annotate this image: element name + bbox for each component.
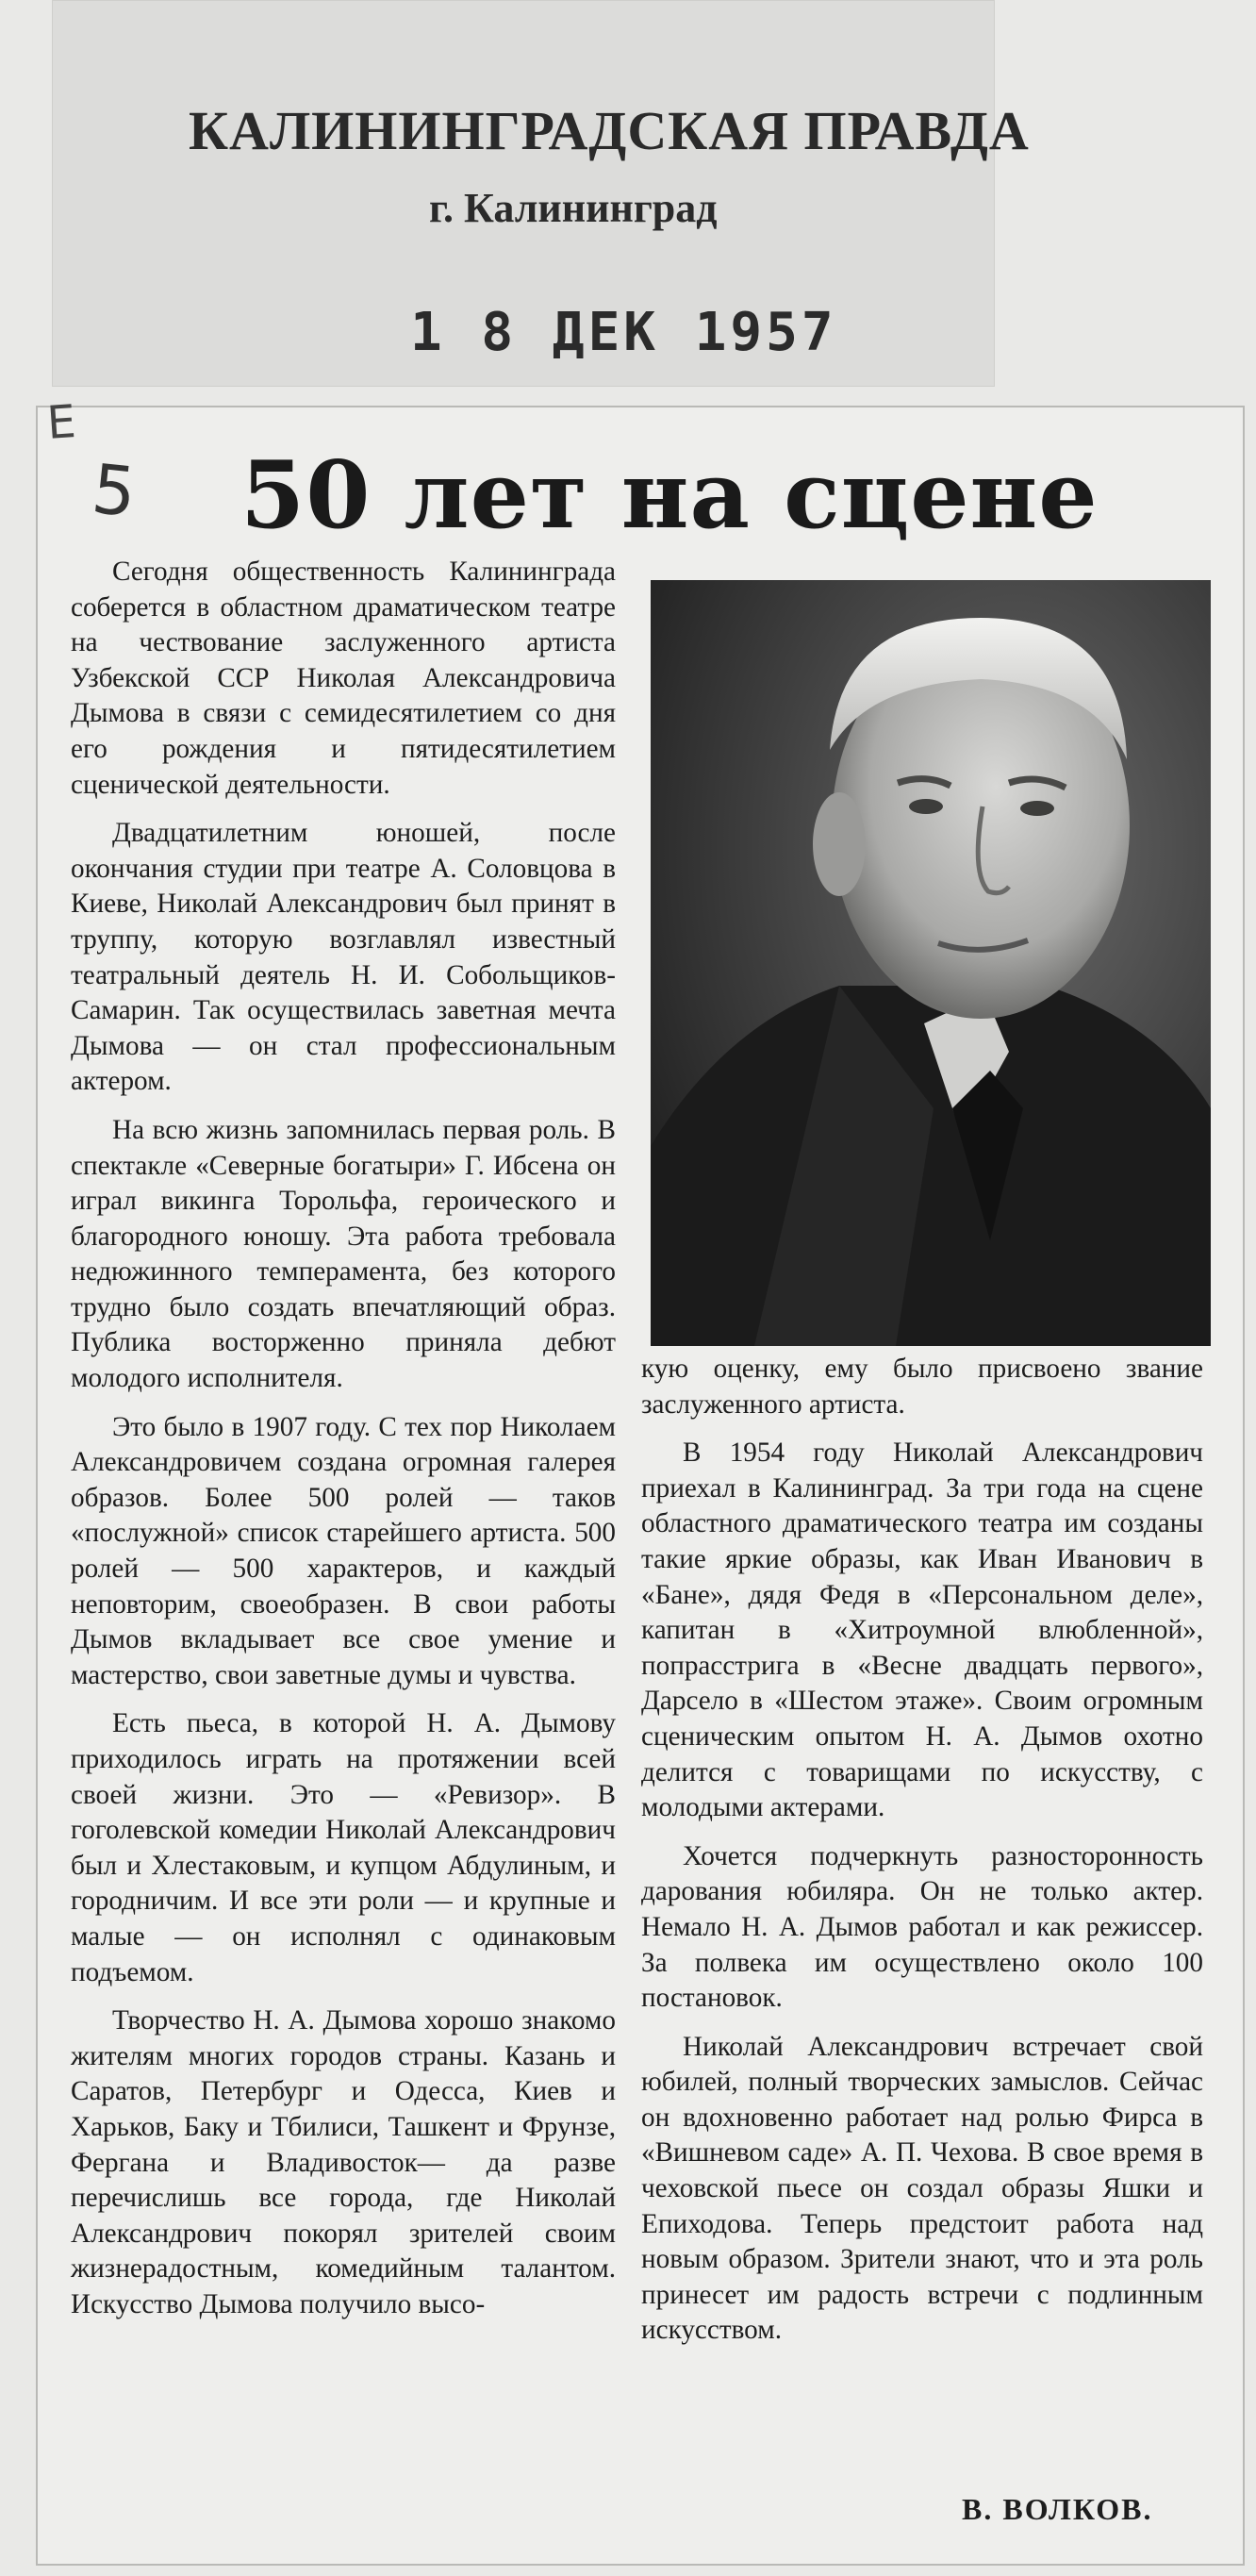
- portrait-photo: [651, 580, 1211, 1346]
- author-signature: В. ВОЛКОВ.: [962, 2492, 1153, 2526]
- paragraph: Это было в 1907 году. С тех пор Николаем Александровичем создана огромная галерея образов. Более 500 ролей — таков «послужной» список старейшего артиста. 500 ролей — 500 характеров, и каждый неповторим, своеобразен. В свои работы Дымов вкладывает все свое умение и мастерство, свои заветные думы и чувства.: [71, 1411, 616, 1690]
- paragraph: Есть пьеса, в которой Н. А. Дымову приходилось играть на протяжении всей своей жизни. Это — «Ревизор». В гоголевской комедии Николай Александрович был и Хлестаковым, и купцом Абдулиным, и городничим. И все эти роли — и крупные и малые — он исполнял с одинаковым подъемом.: [71, 1708, 616, 1987]
- paragraph: Двадцатилетним юношей, после окончания студии при театре А. Соловцова в Киеве, Николай Александрович был принят в труппу, которую возглавлял известный театральный деятель Н. И. Собольщиков-Самарин. Так осуществилась заветная мечта Дымова — он стал профессиональным актером.: [71, 818, 616, 1097]
- date-stamp: 1 8 ДЕК 1957: [410, 302, 837, 363]
- article-title: 50 лет на сцене: [240, 441, 1099, 550]
- paragraph: Николай Александрович встречает свой юбилей, полный творческих замыслов. Сейчас он вдохновенно работает над ролью Фирса в «Вишневом саде» А. П. Чехова. В свое время в чеховской пьесе он создал образы Яшки и Епиходова. Теперь предстоит работа над новым образом. Зрители знают, что и эта роль принесет им радость встречи с подлинным искусством.: [641, 2031, 1203, 2346]
- paragraph: Творчество Н. А. Дымова хорошо знакомо жителям многих городов страны. Казань и Саратов, Петербург и Одесса, Киев и Харьков, Баку и Тбилиси, Ташкент и Фрунзе, Фергана и Владивосток— да разве перечислишь все города, где Николай Александрович покорял зрителей своим жизнерадостным, комедийным талантом. Искусство Дымова получило высо-: [71, 2005, 616, 2319]
- newspaper-masthead-label: [52, 0, 1030, 387]
- left-column: [71, 555, 616, 2323]
- portrait-illustration: [651, 580, 1211, 1346]
- newspaper-name: КАЛИНИНГРАДСКАЯ ПРАВДА: [189, 100, 1030, 161]
- paragraph: В 1954 году Николай Александрович приехал в Калининград. За три года на сцене областного драматического театра им созданы такие яркие образы, как Иван Иванович в «Бане», дядя Федя в «Персональном деле», капитан в «Хитроумной влюбленной», попрасстрига в «Весне двадцать первого», Дарсело в «Шестом этаже». Своим огромным сценическим опытом Н. А. Дымов охотно делится с товарищами по искусству, с молодыми актерами.: [641, 1438, 1203, 1823]
- paragraph: На всю жизнь запомнилась первая роль. В спектакле «Северные богатыри» Г. Ибсена он играл викинга Торольфа, героического и благородного юношу. Эта работа требовала недюжинного темперамента, без которого трудно было создать впечатляющий образ. Публика восторженно приняла дебют молодого исполнителя.: [71, 1114, 616, 1394]
- pencil-mark-letter: Е: [45, 395, 78, 450]
- paragraph: Хочется подчеркнуть разносторонность дарования юбиляра. Он не только актер. Немало Н. А. Дымов работал и как режиссер. За полвека им осуществлено около 100 постановок.: [641, 1840, 1203, 2014]
- pencil-mark-number: 5: [88, 448, 140, 533]
- paragraph-continuation: кую оценку, ему было присвоено звание заслуженного артиста.: [641, 1354, 1203, 1420]
- paragraph: Сегодня общественность Калининграда соберется в областном драматическом театре на чествование заслуженного артиста Узбекской ССР Николая Александровича Дымова в связи с семидесятилетием со дня его рождения и пятидесятилетием сценической деятельности.: [71, 557, 616, 800]
- right-column: [641, 1352, 1203, 2349]
- newspaper-city: г. Калининград: [429, 185, 718, 231]
